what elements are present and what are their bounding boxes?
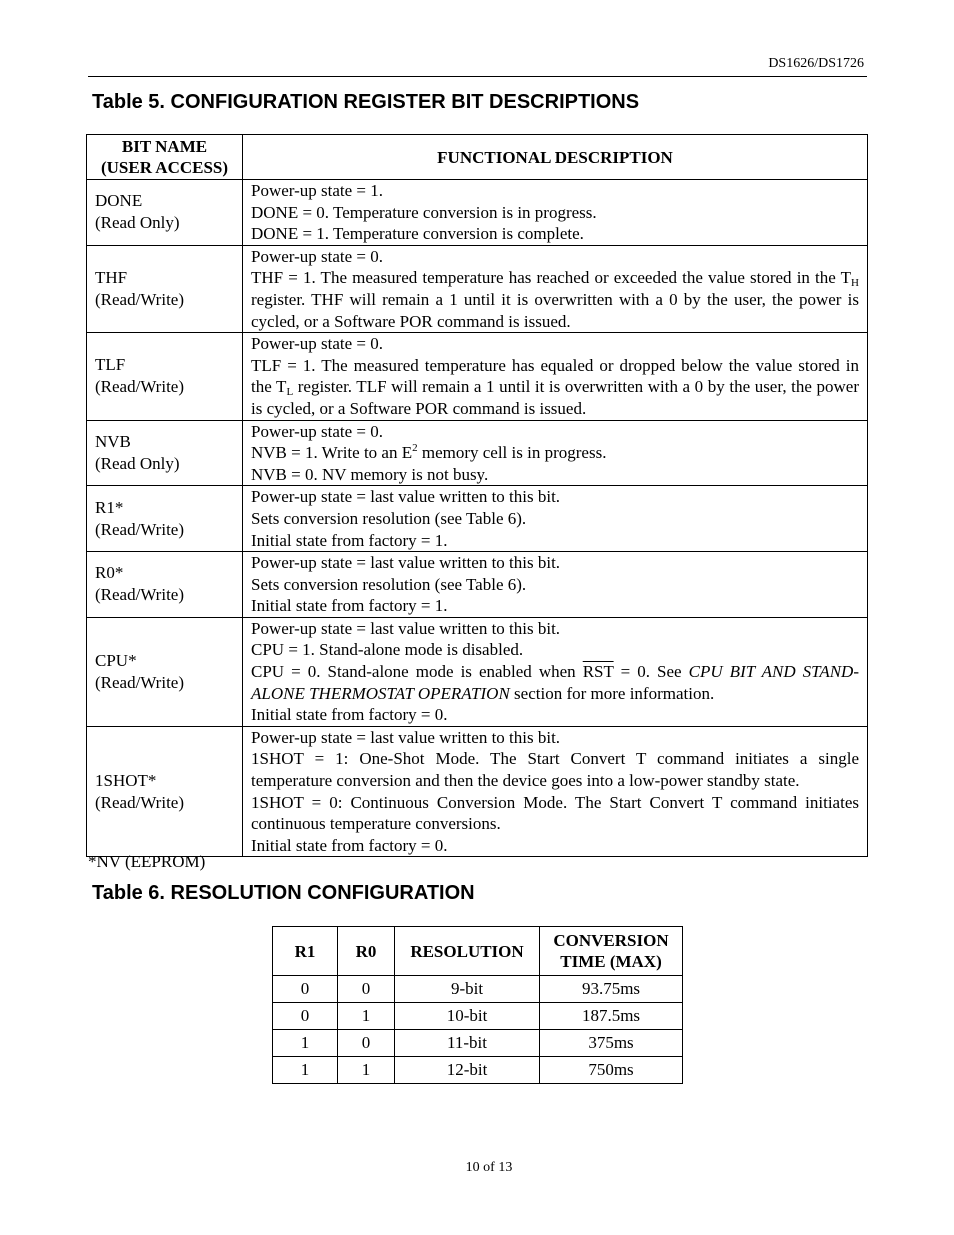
bit-name: R0* — [95, 563, 124, 583]
description-text: = 0. See — [613, 662, 689, 682]
subscript-h: H — [851, 277, 859, 290]
bit-access: (Read/Write) — [95, 792, 184, 812]
footnote: *NV (EEPROM) — [88, 852, 206, 871]
description-cell — [243, 333, 868, 420]
description-line: NVB = 0. NV memory is not busy. — [251, 464, 489, 484]
description-line: Power-up state = last value written to this bit. — [251, 487, 561, 507]
description-text: memory cell is in progress. — [417, 443, 607, 463]
description-text: register. THF will remain a 1 until it is overwritten with a 0 by the user, the power is cycled, or a Software POR command is issued. — [251, 289, 859, 331]
bit-access: (Read/Write) — [95, 585, 184, 605]
description-cell — [243, 180, 868, 246]
description-line: Power-up state = 1. — [251, 181, 383, 200]
table-row — [87, 486, 868, 552]
superscript-2: 2 — [412, 442, 418, 455]
subscript-l: L — [286, 386, 294, 399]
description-cell — [243, 245, 868, 332]
table-row — [87, 552, 868, 618]
description-line: Initial state from factory = 0. — [251, 705, 448, 725]
conversion-header-line2: TIME (MAX) — [560, 952, 662, 971]
description-line: Power-up state = last value written to this bit. — [251, 553, 561, 573]
table6-title: Table 6. RESOLUTION CONFIGURATION — [92, 882, 475, 904]
bit-access: (Read/Write) — [95, 289, 184, 309]
document-id: DS1626/DS1726 — [768, 56, 864, 71]
table-row — [273, 1030, 683, 1057]
bit-name-cell — [87, 617, 243, 726]
r1-cell: 0 — [273, 1003, 338, 1030]
bit-name: 1SHOT* — [95, 770, 157, 790]
table-row — [87, 420, 868, 486]
bit-access: (Read/Write) — [95, 672, 184, 692]
resolution-cell: 10-bit — [395, 1003, 540, 1030]
description-cell — [243, 726, 868, 857]
description-line: Power-up state = 0. — [251, 334, 383, 354]
description-paragraph — [251, 355, 859, 420]
functional-description-header: FUNCTIONAL DESCRIPTION — [243, 135, 868, 180]
resolution-cell: 12-bit — [395, 1057, 540, 1084]
conversion-time-cell: 93.75ms — [540, 976, 683, 1003]
bit-name-header — [87, 135, 243, 180]
bit-access: (Read Only) — [95, 213, 180, 233]
bit-name-cell — [87, 420, 243, 486]
conversion-header-line1: CONVERSION — [553, 931, 669, 950]
resolution-cell: 11-bit — [395, 1030, 540, 1057]
description-line: 1SHOT = 1: One-Shot Mode. The Start Convert T command initiates a single temperature conversion and then the device goes into a low-power standby state. — [251, 749, 859, 791]
bit-name-cell — [87, 180, 243, 246]
r0-cell: 1 — [338, 1057, 395, 1084]
bit-name-cell — [87, 552, 243, 618]
bit-name: NVB — [95, 431, 131, 451]
bit-access: (Read/Write) — [95, 377, 184, 397]
description-line: Power-up state = last value written to this bit. — [251, 727, 561, 747]
bit-name: TLF — [95, 355, 126, 375]
r0-header: R0 — [338, 927, 395, 976]
description-line: Power-up state = 0. — [251, 246, 383, 266]
description-line: DONE = 1. Temperature conversion is complete. — [251, 224, 584, 244]
r1-header: R1 — [273, 927, 338, 976]
conversion-time-cell: 750ms — [540, 1057, 683, 1084]
table-header-row — [87, 135, 868, 180]
description-text: section for more information. — [509, 683, 715, 703]
resolution-header: RESOLUTION — [395, 927, 540, 976]
description-line: DONE = 0. Temperature conversion is in progress. — [251, 202, 597, 222]
description-paragraph — [251, 442, 859, 464]
table-row — [273, 976, 683, 1003]
table5-title: Table 5. CONFIGURATION REGISTER BIT DESCRIPTIONS — [92, 91, 640, 113]
bit-name-cell — [87, 486, 243, 552]
conversion-time-cell: 187.5ms — [540, 1003, 683, 1030]
bit-access: (Read/Write) — [95, 519, 184, 539]
table-row — [87, 333, 868, 420]
bit-name: DONE — [95, 191, 143, 211]
description-paragraph — [251, 661, 859, 704]
table-header-row — [273, 927, 683, 976]
description-line: Sets conversion resolution (see Table 6). — [251, 574, 527, 594]
bit-name-header-line1: BIT NAME — [121, 137, 208, 156]
table-row — [87, 180, 868, 246]
description-line: Initial state from factory = 1. — [251, 530, 448, 550]
description-line: 1SHOT = 0: Continuous Conversion Mode. The Start Convert T command initiates continuous temperature conversions. — [251, 792, 859, 834]
bit-name-header-line2: (USER ACCESS) — [100, 158, 229, 177]
bit-access: (Read Only) — [95, 453, 180, 473]
r0-cell: 0 — [338, 1030, 395, 1057]
description-text: THF = 1. The measured temperature has reached or exceeded the value stored in the T — [251, 268, 852, 288]
bit-name: THF — [95, 267, 128, 287]
page-number: 10 of 13 — [465, 1160, 513, 1175]
r0-cell: 1 — [338, 1003, 395, 1030]
table-row — [273, 1003, 683, 1030]
section-reference: CPU BIT AND STAND-ALONE THERMOSTAT OPERATION — [251, 662, 859, 703]
header-divider — [88, 76, 867, 77]
description-cell — [243, 617, 868, 726]
description-cell — [243, 486, 868, 552]
table-row — [87, 617, 868, 726]
description-text: CPU = 0. Stand-alone mode is enabled when — [251, 662, 583, 682]
bit-name: CPU* — [95, 650, 137, 670]
conversion-time-cell: 375ms — [540, 1030, 683, 1057]
resolution-cell: 9-bit — [395, 976, 540, 1003]
description-paragraph — [251, 267, 859, 332]
description-line: Initial state from factory = 1. — [251, 596, 448, 616]
description-line: Sets conversion resolution (see Table 6). — [251, 508, 527, 528]
description-cell — [243, 552, 868, 618]
description-line: Initial state from factory = 0. — [251, 835, 448, 855]
r1-cell: 0 — [273, 976, 338, 1003]
table-row — [87, 726, 868, 857]
rst-signal: $\overline{RST}$ — [582, 662, 614, 682]
description-text: TLF = 1. The measured temperature has equaled or dropped below the value stored in the T — [251, 355, 859, 397]
description-line: CPU = 1. Stand-alone mode is disabled. — [251, 640, 524, 660]
description-line: Power-up state = 0. — [251, 421, 383, 441]
configuration-register-table — [86, 134, 868, 857]
description-text: NVB = 1. Write to an E — [251, 443, 413, 463]
description-text: register. TLF will remain a 1 until it is overwritten with a 0 by the user, the power is cycled, or a Software POR command is issued. — [251, 377, 859, 418]
table-row — [87, 245, 868, 332]
bit-name-cell — [87, 333, 243, 420]
table-row — [273, 1057, 683, 1084]
resolution-configuration-table — [272, 926, 683, 1084]
description-cell — [243, 420, 868, 486]
bit-name-cell — [87, 726, 243, 857]
r1-cell: 1 — [273, 1030, 338, 1057]
conversion-time-header — [540, 927, 683, 976]
r0-cell: 0 — [338, 976, 395, 1003]
r1-cell: 1 — [273, 1057, 338, 1084]
bit-name: R1* — [95, 497, 124, 517]
description-line: Power-up state = last value written to this bit. — [251, 618, 561, 638]
bit-name-cell — [87, 245, 243, 332]
